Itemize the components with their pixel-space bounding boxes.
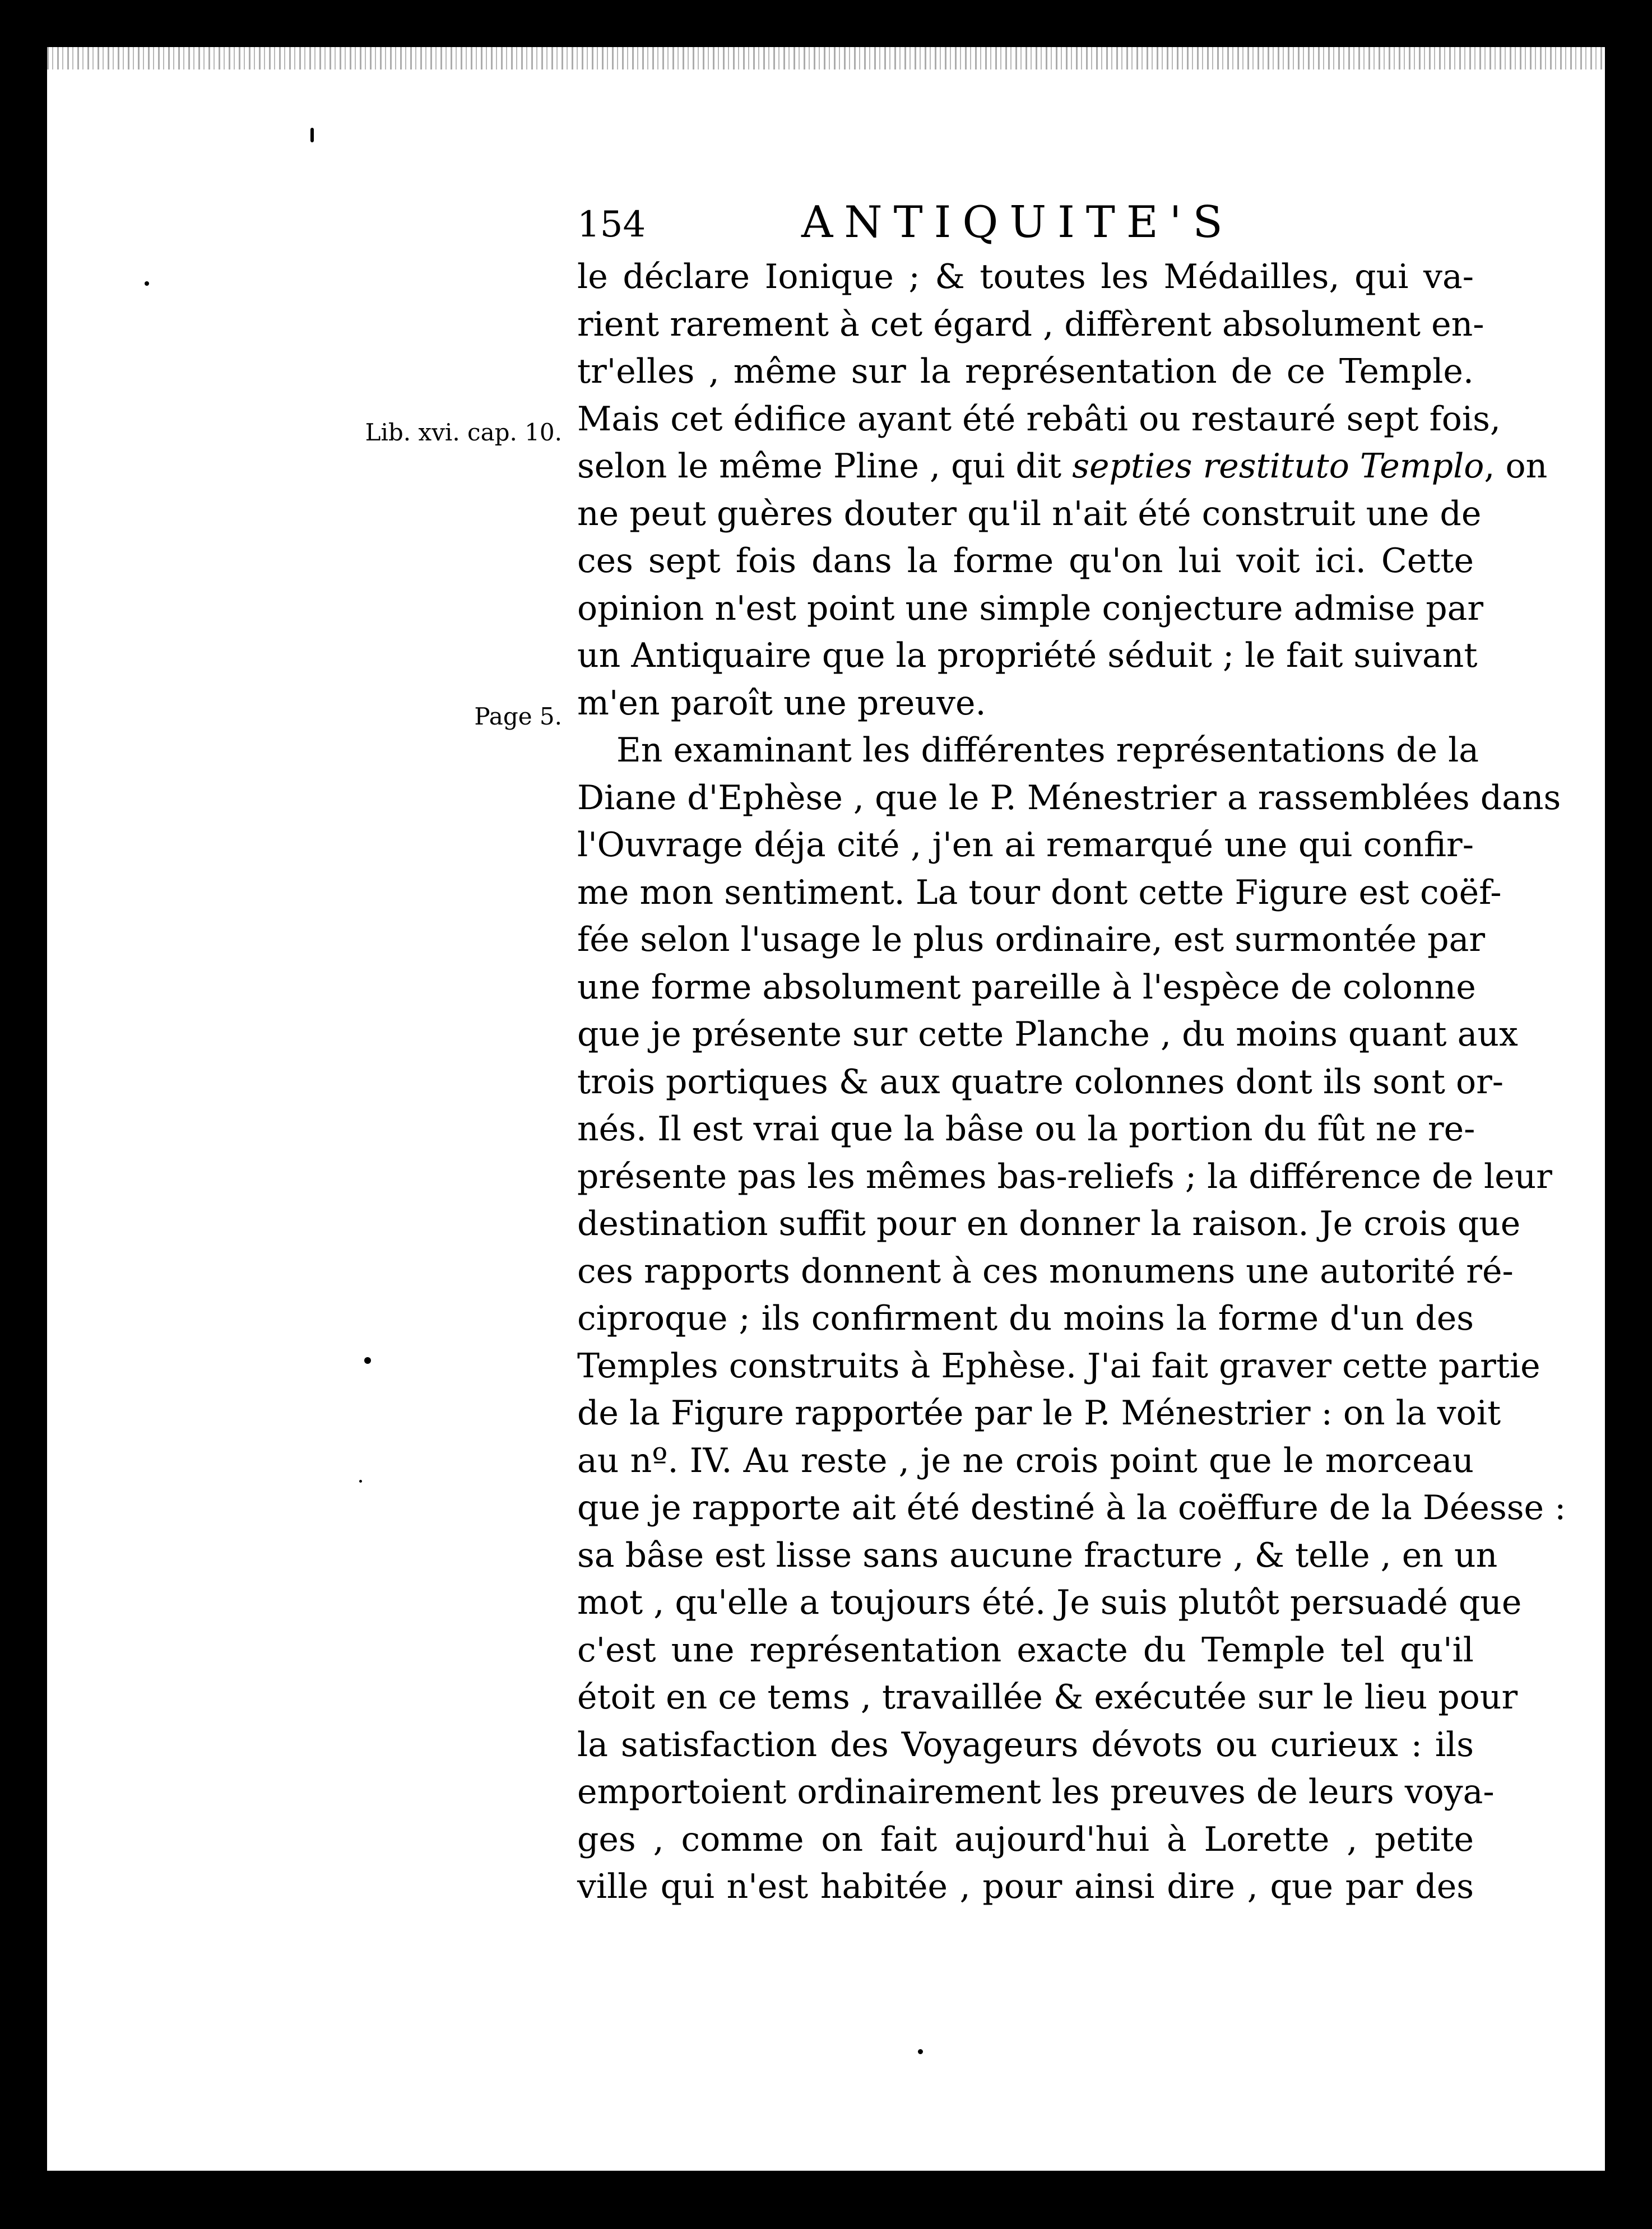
text-line: la satisfaction des Voyageurs dévots ou curieux : ils (577, 1725, 1474, 1764)
text-line: En examinant les différentes représentations de la (616, 731, 1479, 770)
text-line: emportoient ordinairement les preuves de leurs voya- (577, 1772, 1495, 1812)
text-line: fée selon l'usage le plus ordinaire, est surmontée par (577, 920, 1486, 959)
text-line: tr'elles , même sur la représentation de ce Temple. (577, 352, 1474, 391)
scan-edge (47, 47, 1605, 69)
text-line: au nº. IV. Au reste , je ne crois point que le morceau (577, 1441, 1474, 1480)
scan-speck (918, 2049, 923, 2054)
page-number: 154 (577, 204, 646, 245)
running-head (577, 197, 1294, 259)
scan-speck (145, 281, 149, 286)
text-line: ville qui n'est habitée , pour ainsi dire , que par des (577, 1867, 1474, 1906)
text-line: présente pas les mêmes bas-reliefs ; la différence de leur (577, 1157, 1552, 1196)
text-line: c'est une représentation exacte du Temple tel qu'il (577, 1630, 1474, 1670)
text-line: que je présente sur cette Planche , du moins quant aux (577, 1015, 1518, 1054)
text-line: destination suffit pour en donner la raison. Je crois que (577, 1204, 1521, 1243)
text-line: ges , comme on fait aujourd'hui à Lorette , petite (577, 1819, 1474, 1859)
text-line: que je rapporte ait été destiné à la coëffure de la Déesse : (577, 1488, 1566, 1527)
text-line: de la Figure rapportée par le P. Ménestrier : on la voit (577, 1394, 1501, 1433)
margin-note-page: Page 5. (474, 703, 562, 730)
text-line: m'en paroît une preuve. (577, 683, 986, 723)
text-line: ces sept fois dans la forme qu'on lui voit ici. Cette (577, 541, 1474, 581)
scan-speck (359, 1480, 362, 1483)
scan-speck (310, 128, 314, 142)
page-title: ANTIQUITE'S (801, 197, 1234, 248)
text-line: ne peut guères douter qu'il n'ait été construit une de (577, 494, 1482, 533)
margin-note-lib: Lib. xvi. cap. 10. (365, 419, 562, 446)
text-segment: selon le même Pline , qui dit (577, 447, 1073, 486)
text-line: rient rarement à cet égard , diffèrent absolument en- (577, 304, 1484, 344)
text-line (577, 443, 1548, 490)
text-line: opinion n'est point une simple conjecture admise par (577, 588, 1484, 628)
text-segment: , on (1484, 447, 1548, 486)
text-line: nés. Il est vrai que la bâse ou la portion du fût ne re- (577, 1109, 1475, 1149)
text-line: étoit en ce tems , travaillée & exécutée sur le lieu pour (577, 1678, 1518, 1717)
text-line: me mon sentiment. La tour dont cette Figure est coëf- (577, 872, 1502, 912)
text-line: une forme absolument pareille à l'espèce de colonne (577, 967, 1476, 1007)
text-line: l'Ouvrage déja cité , j'en ai remarqué une qui confir- (577, 825, 1474, 865)
scan-speck (364, 1357, 371, 1364)
text-line: Mais cet édifice ayant été rebâti ou restauré sept fois, (577, 399, 1501, 439)
text-line: ciproque ; ils confirment du moins la forme d'un des (577, 1299, 1474, 1338)
latin-quote: septies restituto Templo (1072, 447, 1484, 486)
text-line: un Antiquaire que la propriété séduit ; le fait suivant (577, 636, 1478, 675)
text-line: le déclare Ionique ; & toutes les Médailles, qui va- (577, 257, 1474, 296)
text-line: Temples construits à Ephèse. J'ai fait graver cette partie (577, 1346, 1540, 1386)
text-line: trois portiques & aux quatre colonnes dont ils sont or- (577, 1062, 1504, 1102)
text-line: sa bâse est lisse sans aucune fracture , & telle , en un (577, 1535, 1498, 1575)
text-line: mot , qu'elle a toujours été. Je suis plutôt persuadé que (577, 1583, 1522, 1622)
text-line: Diane d'Ephèse , que le P. Ménestrier a rassemblées dans (577, 778, 1561, 818)
body-text (577, 253, 1566, 1911)
text-line: ces rapports donnent à ces monumens une autorité ré- (577, 1251, 1514, 1291)
